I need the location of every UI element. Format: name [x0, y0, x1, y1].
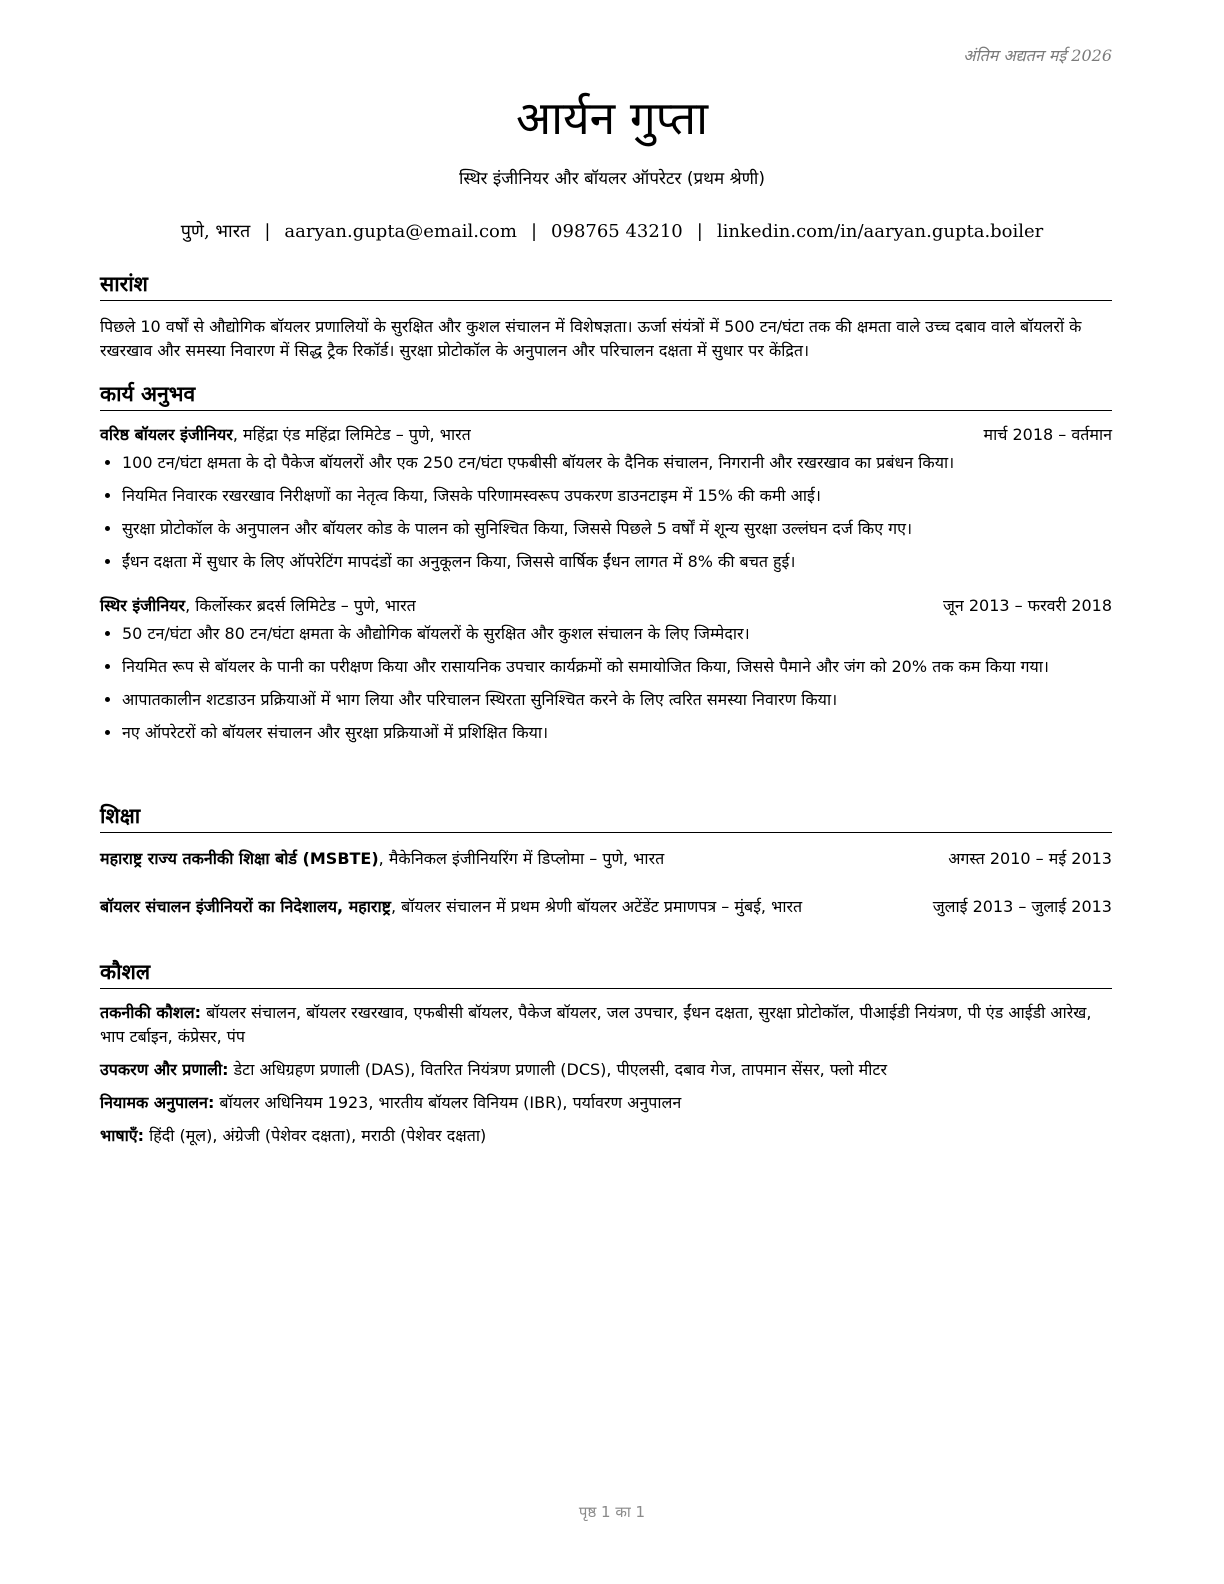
- list-item: • आपातकालीन शटडाउन प्रक्रियाओं में भाग लिया और परिचालन स्थिरता सुनिश्चित करने के लिए त्वरित समस्या निवारण किया।: [122, 688, 1112, 712]
- contact-line: पुणे, भारत | aaryan.gupta@email.com | 098765 43210 | linkedin.com/in/aaryan.gupta.boiler: [180, 221, 1044, 242]
- job-role: स्थिर इंजीनियर: [100, 596, 186, 615]
- education-detail: , मैकेनिकल इंजीनियरिंग में डिप्लोमा – पुणे, भारत: [378, 849, 665, 868]
- list-item: • नियमित निवारक रखरखाव निरीक्षणों का नेतृत्व किया, जिसके परिणामस्वरूप उपकरण डाउनटाइम में 15% की कमी आई।: [122, 484, 1112, 508]
- job-entry: [100, 594, 1112, 745]
- education-heading: [100, 895, 802, 919]
- education-school: बॉयलर संचालन इंजीनियरों का निदेशालय, महाराष्ट्र: [100, 897, 391, 916]
- summary-text: पिछले 10 वर्षों से औद्योगिक बॉयलर प्रणालियों के सुरक्षित और कुशल संचालन में विशेषज्ञता। ऊर्जा संयंत्रों में 500 टन/घंटा तक की क्षमता वाले उच्च दबाव वाले बॉयलरों के रखरखाव और समस्या निवारण में सिद्ध ट्रैक रिकॉर्ड। सुरक्षा प्रोटोकॉल के अनुपालन और परिचालन दक्षता में सुधार पर केंद्रित।: [100, 317, 1082, 360]
- education-section: [100, 802, 1112, 919]
- skill-line: [100, 1091, 1112, 1115]
- skill-line: [100, 1124, 1112, 1148]
- job-dates: जून 2013 – फरवरी 2018: [943, 596, 1112, 615]
- contact-linkedin[interactable]: linkedin.com/in/aaryan.gupta.boiler: [716, 221, 1044, 242]
- job-dates: मार्च 2018 – वर्तमान: [983, 425, 1112, 444]
- job-title: स्थिर इंजीनियर और बॉयलर ऑपरेटर (प्रथम श्रेणी): [459, 169, 765, 189]
- skill-value: बॉयलर अधिनियम 1923, भारतीय बॉयलर विनियम (IBR), पर्यावरण अनुपालन: [214, 1093, 682, 1112]
- contact-location: पुणे, भारत: [180, 221, 251, 242]
- page-number: पृष्ठ 1 का 1: [578, 1503, 646, 1521]
- section-title: सारांश: [100, 270, 1112, 301]
- skill-line: [100, 1001, 1112, 1049]
- list-item: • नए ऑपरेटरों को बॉयलर संचालन और सुरक्षा प्रक्रियाओं में प्रशिक्षित किया।: [122, 721, 1112, 745]
- job-bullets: [100, 451, 1112, 574]
- education-dates: जुलाई 2013 – जुलाई 2013: [932, 897, 1112, 916]
- skills-section: [100, 958, 1112, 1157]
- list-item: • 50 टन/घंटा और 80 टन/घंटा क्षमता के औद्योगिक बॉयलरों के सुरक्षित और कुशल संचालन के लिए जिम्मेदार।: [122, 622, 1112, 646]
- job-role: वरिष्ठ बॉयलर इंजीनियर: [100, 425, 233, 444]
- candidate-name: आर्यन गुप्ता: [515, 91, 709, 145]
- job-company: , महिंद्रा एंड महिंद्रा लिमिटेड – पुणे, भारत: [232, 425, 471, 444]
- skill-label: भाषाएँ:: [100, 1126, 145, 1145]
- skill-label: उपकरण और प्रणाली:: [100, 1060, 229, 1079]
- list-item: • नियमित रूप से बॉयलर के पानी का परीक्षण किया और रासायनिक उपचार कार्यक्रमों को समायोजित किया, जिससे पैमाने और जंग को 20% तक कम किया गया।: [122, 655, 1112, 679]
- job-entry: [100, 423, 1112, 574]
- job-heading: [100, 423, 471, 447]
- education-entry: [100, 847, 1112, 871]
- experience-section: [100, 380, 1112, 754]
- last-updated: अंतिम अद्यतन मई 2026: [963, 46, 1112, 65]
- skill-label: तकनीकी कौशल:: [100, 1003, 201, 1022]
- list-item: • सुरक्षा प्रोटोकॉल के अनुपालन और बॉयलर कोड के पालन को सुनिश्चित किया, जिससे पिछले 5 वर्षों में शून्य सुरक्षा उल्लंघन दर्ज किए गए।: [122, 517, 1112, 541]
- skill-line: [100, 1058, 1112, 1082]
- skill-value: डेटा अधिग्रहण प्रणाली (DAS), वितरित नियंत्रण प्रणाली (DCS), पीएलसी, दबाव गेज, तापमान सेंसर, फ्लो मीटर: [228, 1060, 887, 1079]
- skill-value: हिंदी (मूल), अंग्रेजी (पेशेवर दक्षता), मराठी (पेशेवर दक्षता): [144, 1126, 487, 1145]
- education-heading: [100, 847, 664, 871]
- education-dates: अगस्त 2010 – मई 2013: [948, 849, 1112, 868]
- list-item: • ईंधन दक्षता में सुधार के लिए ऑपरेटिंग मापदंडों का अनुकूलन किया, जिससे वार्षिक ईंधन लागत में 8% की बचत हुई।: [122, 550, 1112, 574]
- list-item: • 100 टन/घंटा क्षमता के दो पैकेज बॉयलरों और एक 250 टन/घंटा एफबीसी बॉयलर के दैनिक संचालन, निगरानी और रखरखाव का प्रबंधन किया।: [122, 451, 1112, 475]
- job-bullets: [100, 622, 1112, 745]
- section-title: कौशल: [100, 958, 1112, 989]
- education-entry: [100, 895, 1112, 919]
- section-title: शिक्षा: [100, 802, 1112, 833]
- job-heading: [100, 594, 416, 618]
- summary-section: [100, 270, 1112, 363]
- skill-label: नियामक अनुपालन:: [100, 1093, 215, 1112]
- skill-value: बॉयलर संचालन, बॉयलर रखरखाव, एफबीसी बॉयलर, पैकेज बॉयलर, जल उपचार, ईंधन दक्षता, सुरक्षा प्रोटोकॉल, पीआईडी नियंत्रण, पी एंड आईडी आरेख, भाप टर्बाइन, कंप्रेसर, पंप: [100, 1003, 1092, 1046]
- contact-email[interactable]: aaryan.gupta@email.com: [284, 221, 517, 242]
- job-company: , किर्लोस्कर ब्रदर्स लिमिटेड – पुणे, भारत: [185, 596, 416, 615]
- education-detail: , बॉयलर संचालन में प्रथम श्रेणी बॉयलर अटेंडेंट प्रमाणपत्र – मुंबई, भारत: [390, 897, 803, 916]
- section-title: कार्य अनुभव: [100, 380, 1112, 411]
- contact-phone: 098765 43210: [551, 221, 683, 242]
- education-school: महाराष्ट्र राज्य तकनीकी शिक्षा बोर्ड (MSBTE): [100, 849, 379, 868]
